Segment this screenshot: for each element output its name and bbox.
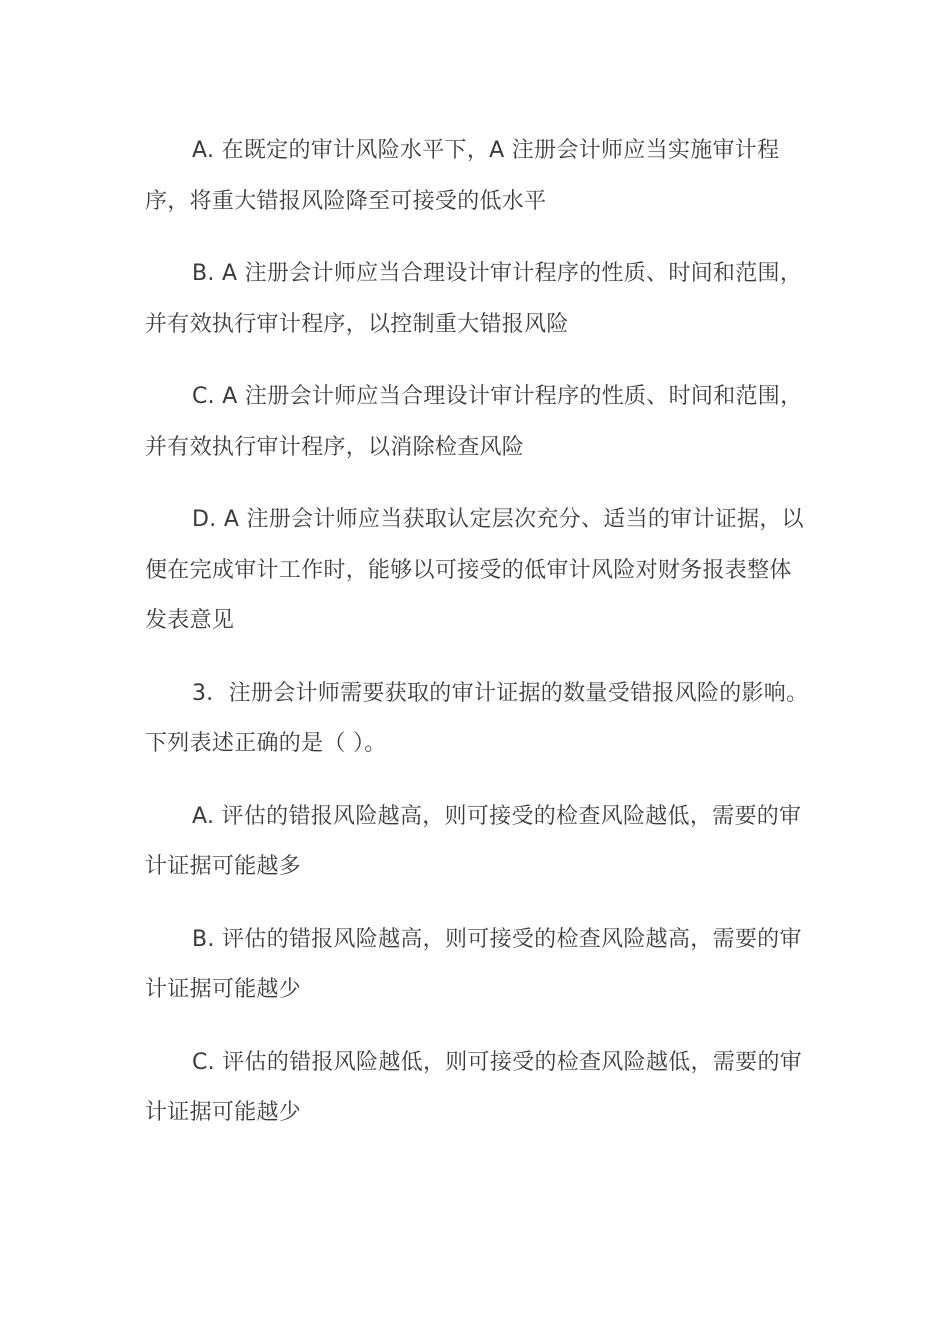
option-d-prev-question: D. A 注册会计师应当获取认定层次充分、适当的审计证据，以便在完成审计工作时，能够以可接受的低审计风险对财务报表整体发表意见 xyxy=(145,507,804,633)
document-body xyxy=(145,126,810,1161)
question-3-stem: 3．注册会计师需要获取的审计证据的数量受错报风险的影响。下列表述正确的是（ ）。 xyxy=(145,680,809,756)
question-3-option-b: B. 评估的错报风险越高，则可接受的检查风险越高，需要的审计证据可能越少 xyxy=(145,926,802,1002)
option-c-prev-question: C. A 注册会计师应当合理设计审计程序的性质、时间和范围，并有效执行审计程序，以消除检查风险 xyxy=(145,384,803,460)
question-3-option-a: A. 评估的错报风险越高，则可接受的检查风险越低，需要的审计证据可能越多 xyxy=(145,803,802,879)
option-b-prev-question: B. A 注册会计师应当合理设计审计程序的性质、时间和范围，并有效执行审计程序，以控制重大错报风险 xyxy=(145,261,803,337)
option-a-prev-question: A. 在既定的审计风险水平下，A 注册会计师应当实施审计程序，将重大错报风险降至可接受的低水平 xyxy=(145,138,780,214)
question-3-option-c: C. 评估的错报风险越低，则可接受的检查风险越低，需要的审计证据可能越少 xyxy=(145,1049,803,1125)
